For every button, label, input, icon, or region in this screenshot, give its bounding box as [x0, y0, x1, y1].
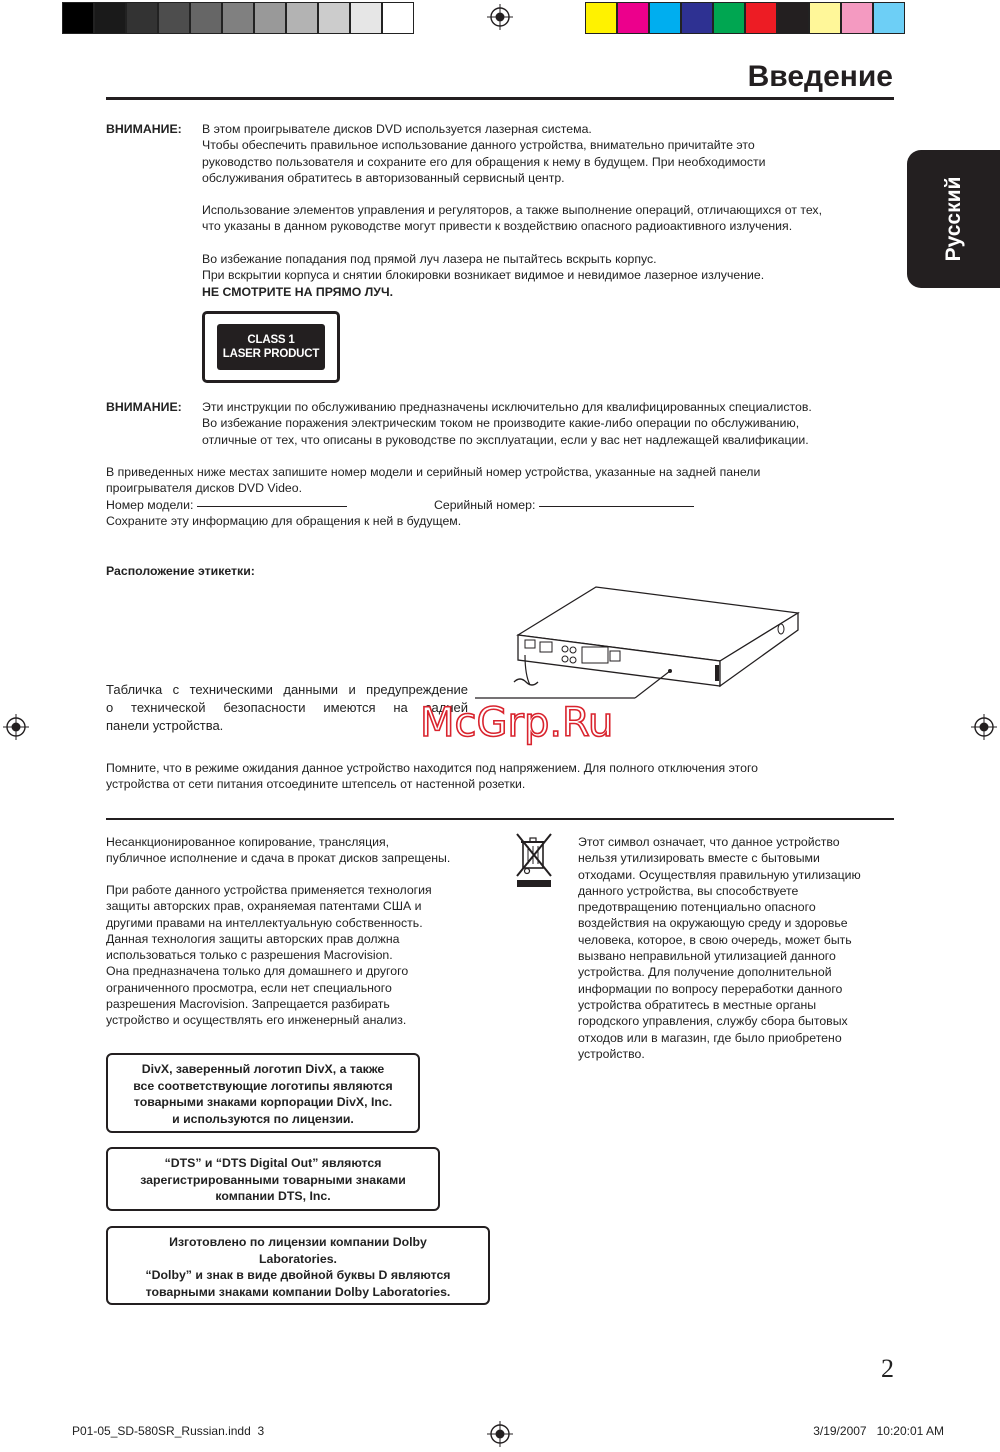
record-info-paragraph: В приведенных ниже местах запишите номер модели и серийный номер устройства, указанные на задней панели проигрывателя дисков DVD Video.: [106, 465, 761, 496]
page-title: Введение: [747, 60, 893, 93]
color-swatch: [585, 2, 617, 34]
registration-mark-icon: [487, 4, 513, 30]
crossed-bin-icon: [514, 832, 554, 890]
section-rule: [106, 818, 894, 820]
site-watermark: McGrp.Ru: [420, 700, 614, 746]
label-location-text-end: панели устройства.: [106, 718, 224, 733]
gray-swatch: [222, 2, 254, 34]
warning-paragraph: В этом проигрывателе дисков DVD используется лазерная система. Чтобы обеспечить правильное использование данного устройства, внимательно причитайте это руководство пользователя и сохраните его для обращения к нему в будущем. При необходимости обслуживания обратитесь в авторизованный сервисный центр.: [202, 122, 766, 185]
page-number: 2: [881, 1354, 894, 1383]
gray-swatch: [62, 2, 94, 34]
model-number-field: Номер модели:: [106, 497, 347, 513]
language-tab-label: Русский: [941, 176, 965, 262]
print-slug-timestamp: 3/19/2007 10:20:01 AM: [813, 1424, 944, 1438]
gray-swatch: [254, 2, 286, 34]
do-not-stare-warning: НЕ СМОТРИТЕ НА ПРЯМО ЛУЧ.: [202, 284, 394, 299]
warning-label: ВНИМАНИЕ:: [106, 400, 182, 414]
standby-note: Помните, что в режиме ожидания данное устройство находится под напряжением. Для полного отключения этого устройства от сети питания отсоедините штепсель от настенной розетки.: [106, 761, 758, 792]
registration-mark-icon: [971, 714, 997, 740]
dolby-trademark-box: Изготовлено по лицензии компании Dolby Laboratories. “Dolby” и знак в виде двойной буквы D являются товарными знаками компании Dolby Laboratories.: [106, 1226, 490, 1305]
color-swatch: [681, 2, 713, 34]
gray-swatch: [126, 2, 158, 34]
language-tab: [907, 150, 1000, 288]
weee-paragraph: Этот символ означает, что данное устройство нельзя утилизировать вместе с бытовыми отходами. Осуществляя правильную утилизацию данного устройства, вы способствуете предотвращению потенциально опасного воздействия на окружающую среду и здоровье человека, которое, в свою очередь, может быть вызвано неправильной утилизацией данного устройства. Для получение дополнительной информации по вопросу переработки данного устройства обратитесь в местные органы городского управления, службу сбора бытовых отходов или в магазин, где было приобретено устройство.: [578, 835, 861, 1061]
gray-swatch: [94, 2, 126, 34]
color-swatch: [745, 2, 777, 34]
warning-paragraph: Во избежание попадания под прямой луч лазера не пытайтесь вскрыть корпус. При вскрытии корпуса и снятии блокировки возникает видимое и невидимое лазерное излучение. НЕ СМОТРИТЕ НА ПРЯМО ЛУЧ.: [202, 252, 765, 299]
color-swatch: [617, 2, 649, 34]
serial-number-field: Серийный номер:: [434, 497, 694, 513]
gray-swatch: [382, 2, 414, 34]
color-swatch: [873, 2, 905, 34]
gray-swatch: [190, 2, 222, 34]
label-location-heading: Расположение этикетки:: [106, 564, 255, 578]
warning-paragraph: Использование элементов управления и регуляторов, а также выполнение операций, отличающихся от тех, что указаны в данном руководстве могут привести к воздействию опасного радиоактивного излучения.: [202, 203, 822, 234]
class1-laser-label: CLASS 1 LASER PRODUCT: [202, 311, 340, 383]
gray-swatch: [350, 2, 382, 34]
dts-trademark-box: “DTS” и “DTS Digital Out” являются зарегистрированными товарными знаками компании DTS, Inc.: [106, 1147, 440, 1211]
divx-trademark-box: DivX, заверенный логотип DivX, а также все соответствующие логотипы являются товарными знаками корпорации DivX, Inc. и используются по лицензии.: [106, 1053, 420, 1133]
color-swatch: [841, 2, 873, 34]
gray-swatch: [318, 2, 350, 34]
keep-info-note: Сохраните эту информацию для обращения к ней в будущем.: [106, 514, 462, 528]
service-warning-paragraph: Эти инструкции по обслуживанию предназначены исключительно для квалифицированных специалистов. Во избежание поражения электрическим током не производите какие-либо операции по обслуживанию, отличные от тех, что описаны в руководстве по эксплуатации, если у вас нет надлежащей квалификации.: [202, 400, 812, 447]
macrovision-paragraph: При работе данного устройства применяется технология защиты авторских прав, охраняемая патентами США и другими правами на интеллектуальную собственность. Данная технология защиты авторских прав должна использоваться только с разрешения Macrovision. Она предназначена только для домашнего и другого ограниченного просмотра, если нет специального разрешения Macrovision. Запрещается разбирать устройство и осуществлять его инженерный анализ.: [106, 883, 432, 1028]
color-swatch: [809, 2, 841, 34]
color-swatch: [649, 2, 681, 34]
gray-swatch: [158, 2, 190, 34]
registration-mark-icon: [487, 1421, 513, 1447]
color-swatch: [777, 2, 809, 34]
dvd-player-rear-illustration: [470, 585, 800, 710]
print-slug-file: P01-05_SD-580SR_Russian.indd 3: [72, 1424, 265, 1438]
gray-swatch: [286, 2, 318, 34]
warning-label: ВНИМАНИЕ:: [106, 122, 182, 136]
color-swatch: [713, 2, 745, 34]
title-rule: [106, 97, 894, 100]
registration-mark-icon: [3, 714, 29, 740]
copy-prohibition-paragraph: Несанкционированное копирование, трансляция, публичное исполнение и сдача в прокат дисков запрещены.: [106, 835, 451, 866]
label-location-text: Табличка с техническими данными и предупреждение о технической безопасности имеются на задней: [106, 682, 468, 715]
